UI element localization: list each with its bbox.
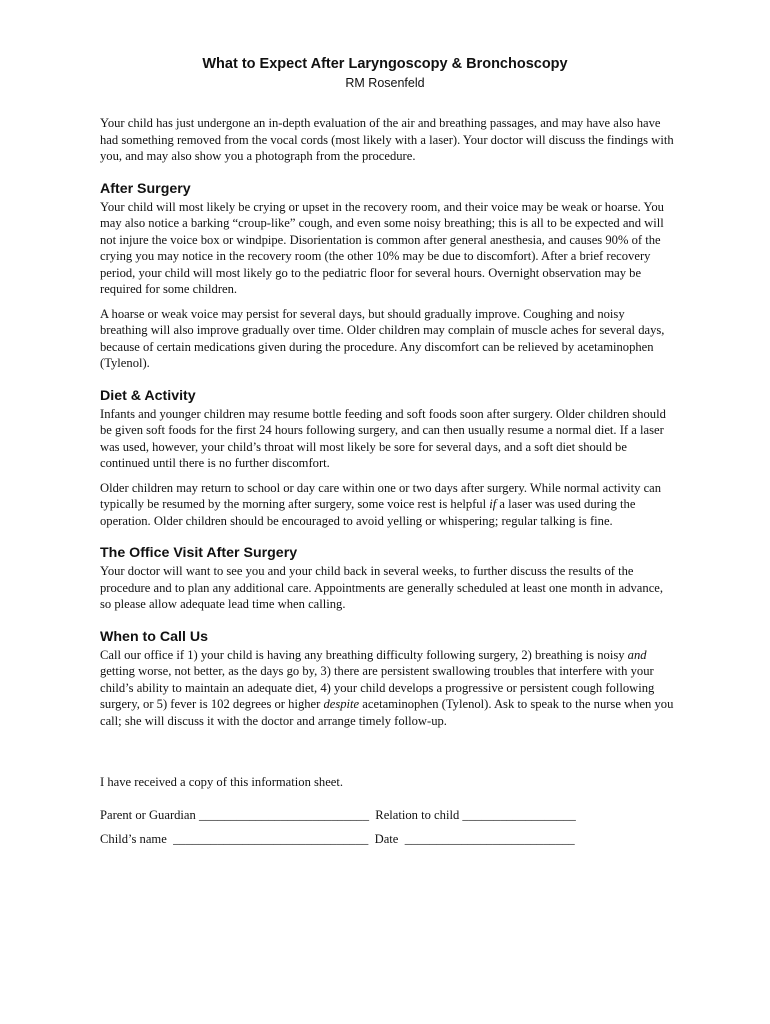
signature-line-child [100, 831, 700, 847]
section-heading-office-visit: The Office Visit After Surgery [100, 545, 298, 561]
diet-activity-paragraph-1: Infants and younger children may resume bottle feeding and soft foods soon after surgery. Older children should be given soft foods for the first 24 hours following surgery, and can then usually resume a normal diet. If a laser was used, however, your child’s throat will most likely be sore for several days, and a soft diet should be continued until there is no further discomfort. [100, 406, 666, 470]
after-surgery-paragraph-2: A hoarse or weak voice may persist for several days, but should gradually improve. Coughing and noisy breathing will also improve gradually over time. Older children may complain of muscle aches for several days, because of certain medications given during the procedure. Any discomfort can be relieved by acetaminophen (Tylenol). [100, 306, 665, 370]
acknowledgement-text: I have received a copy of this information sheet. [100, 775, 344, 789]
signature-line-parent [100, 807, 700, 823]
section-heading-when-to-call: When to Call Us [100, 628, 208, 645]
when-to-call-paragraph [100, 647, 675, 730]
when-to-call-text-c: acetaminophen (Tylenol). Ask to speak to the nurse when you call; she will discuss it with the doctor and arrange timely follow-up. [100, 697, 674, 728]
document-body [100, 115, 675, 737]
document-title: What to Expect After Laryngoscopy & Bronchoscopy [202, 56, 568, 72]
when-to-call-emphasis-despite: despite [323, 697, 360, 711]
diet-activity-text-b: a laser was used during the operation. Older children should be encouraged to avoid yelling or whispering; regular talking is fine. [100, 497, 636, 528]
relation-blank[interactable]: __________________ [462, 808, 576, 822]
child-name-label: Child’s name [100, 832, 167, 846]
document-author: RM Rosenfeld [345, 76, 425, 90]
date-label: Date [374, 832, 399, 846]
parent-blank[interactable]: ___________________________ [198, 808, 369, 822]
parent-label: Parent or Guardian [100, 808, 196, 822]
when-to-call-text-a: Call our office if 1) your child is having any breathing difficulty following surgery, 2) breathing is noisy [100, 647, 628, 662]
office-visit-paragraph: Your doctor will want to see you and your child back in several weeks, to further discuss the results of the procedure and to plan any additional care. Appointments are generally scheduled at least one month in advance, so please allow adequate lead time when calling. [100, 564, 664, 611]
relation-label: Relation to child [375, 808, 460, 822]
intro-paragraph: Your child has just undergone an in-depth evaluation of the air and breathing passages, and may have also have had something removed from the vocal cords (most likely with a laser). Your doctor will discuss the findings with you, and may also show you a photograph from the procedure. [100, 116, 674, 163]
when-to-call-text-b: getting worse, not better, as the days go by, 3) there are persistent swallowing troubles that interfere with your child’s ability to maintain an adequate diet, 4) your child develops a progressive or persistent cough following surgery, or 5) fever is 102 degrees or higher [100, 664, 655, 711]
section-heading-after-surgery: After Surgery [100, 180, 191, 197]
section-heading-diet-activity: Diet & Activity [100, 387, 196, 404]
date-blank[interactable]: ___________________________ [404, 832, 575, 846]
when-to-call-emphasis-and: and [627, 647, 647, 662]
diet-activity-paragraph-2 [100, 480, 675, 530]
diet-activity-text-a: Older children may return to school or day care within one or two days after surgery. While normal activity can typically be resumed by the morning after surgery, some voice rest is helpful [100, 480, 662, 511]
after-surgery-paragraph-1: Your child will most likely be crying or upset in the recovery room, and their voice may be weak or hoarse. You may also notice a barking “croup-like” cough, and even some noisy breathing; this is all to be expected and will not injure the voice box or windpipe. Disorientation is common after general anesthesia, and causes 90% of the crying you may notice in the recovery room (the other 10% may be due to discomfort). After a brief recovery period, your child will most likely go to the pediatric floor for several hours. Overnight observation may be required for some children. [100, 199, 664, 296]
child-name-blank[interactable]: _______________________________ [173, 832, 369, 846]
diet-activity-emphasis: if [489, 497, 497, 511]
